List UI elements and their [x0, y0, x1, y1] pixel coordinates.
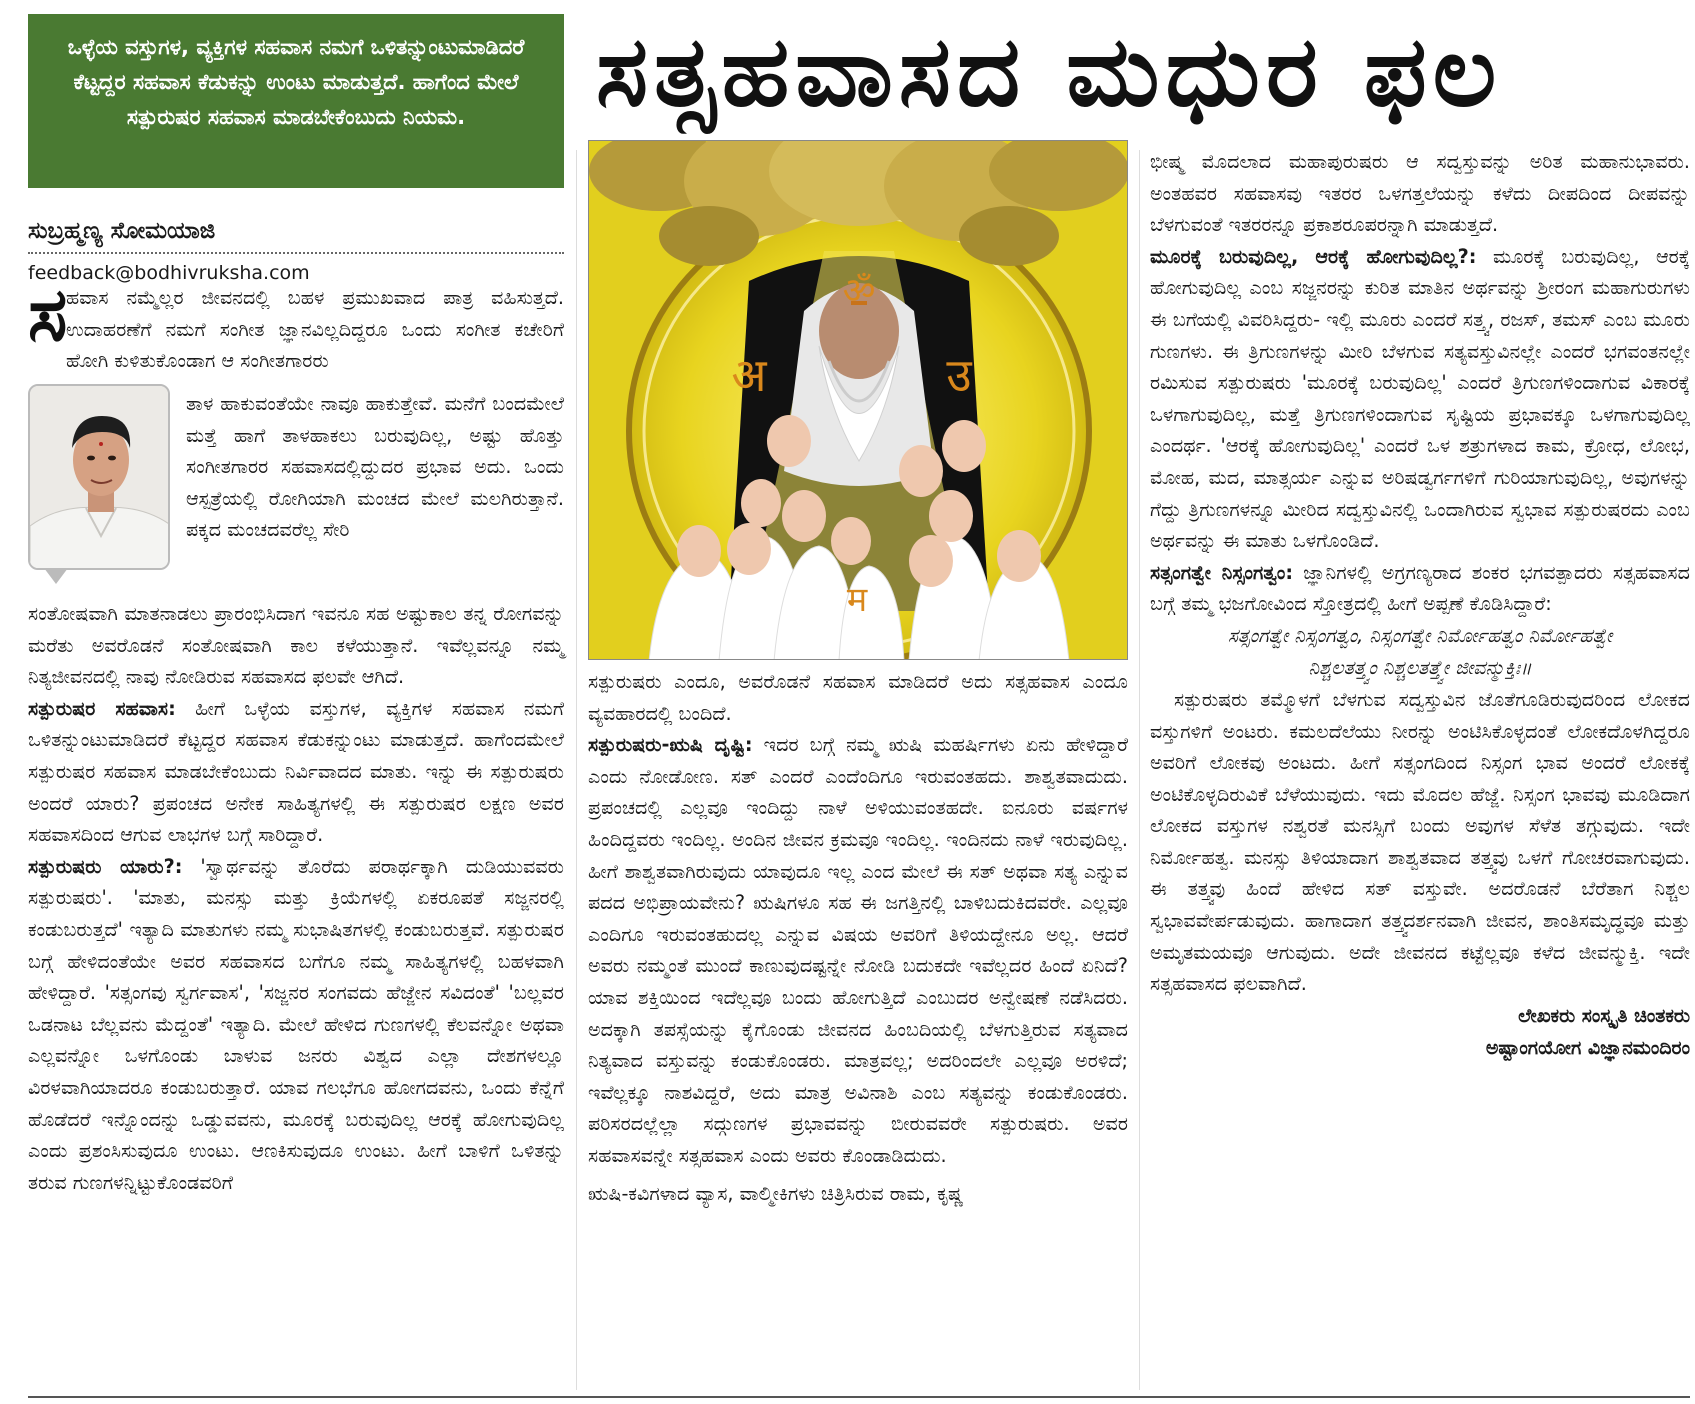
subheading: ಮೂರಕ್ಕೆ ಬರುವುದಿಲ್ಲ, ಆರಕ್ಕೆ ಹೋಗುವುದಿಲ್ಲ?:	[1150, 244, 1477, 268]
column-divider	[1139, 150, 1140, 1390]
photo-pointer	[44, 568, 68, 584]
paragraph: ಸತ್ಪುರುಷರು ತಮ್ಮೊಳಗೆ ಬೆಳಗುವ ಸದ್ವಸ್ತುವಿನ ಜೊತೆಗೂಡಿರುವುದರಿಂದ ಲೋಕದ ವಸ್ತುಗಳಿಗೆ ಅಂಟರು. ಕಮಲದೆಲೆಯು ನೀರನ್ನು ಅಂಟಿಸಿಕೊಳ್ಳದಂತೆ ಲೋಕದೊಳಗಿದ್ದರೂ ಅವರಿಗೆ ಲೋಕವು ಅಂಟದು. ಹೀಗೆ ಸತ್ಸಂಗದಿಂದ ನಿಸ್ಸಂಗ ಭಾವ ಅಂದರೆ ಲೋಕಕ್ಕೆ ಅಂಟಿಕೊಳ್ಳದಿರುವಿಕೆ ಬೆಳೆಯುವುದು. ಇದು ಮೊದಲ ಹೆಜ್ಜೆ. ನಿಸ್ಸಂಗ ಭಾವವು ಮೂಡಿದಾಗ ಲೋಕದ ವಸ್ತುಗಳ ನಶ್ವರತೆ ಮನಸ್ಸಿಗೆ ಬಂದು ಅವುಗಳ ಸೆಳೆತ ತಗ್ಗುವುದು. ಇದೇ ನಿರ್ಮೋಹತ್ವ. ಮನಸ್ಸು ತಿಳಿಯಾದಾಗ ಶಾಶ್ವತವಾದ ತತ್ತ್ವವು ಒಳಗೆ ಗೋಚರವಾಗುವುದು. ಈ ತತ್ತ್ವವು ಹಿಂದೆ ಹೇಳಿದ ಸತ್ ವಸ್ತುವೇ. ಅದರೊಡನೆ ಬೆರೆತಾಗ ನಿಶ್ಚಲ ಸ್ವಭಾವವೇರ್ಪಡುವುದು. ಹಾಗಾದಾಗ ತತ್ತ್ವದರ್ಶನವಾಗಿ ಜೀವನ, ಶಾಂತಿಸಮೃದ್ಧವೂ ಮತ್ತು ಅಮೃತಮಯವೂ ಆಗುವುದು. ಅದೇ ಜೀವನದ ಕಟ್ಟೆಲ್ಲವೂ ಕಳೆದ ಜೀವನ್ಮುಕ್ತಿ. ಇದೇ ಸತ್ಸಹವಾಸದ ಫಲವಾಗಿದೆ.	[1150, 687, 1690, 996]
left-column-body	[28, 598, 564, 1198]
verse-line: ಸತ್ಸಂಗತ್ವೇ ನಿಸ್ಸಂಗತ್ವಂ, ನಿಸ್ಸಂಗತ್ವೇ ನಿರ್ಮೋಹತ್ವಂ ನಿರ್ಮೋಹತ್ವೇ	[1227, 624, 1613, 647]
paragraph: ಸತ್ಪುರುಷರು ಯಾರು?: 'ಸ್ವಾರ್ಥವನ್ನು ತೊರೆದು ಪರಾರ್ಥಕ್ಕಾಗಿ ದುಡಿಯುವವರು ಸತ್ಪುರುಷರು'. 'ಮಾತು, ಮನಸ್ಸು ಮತ್ತು ಕ್ರಿಯೆಗಳಲ್ಲಿ ಏಕರೂಪತೆ ಸಜ್ಜನರಲ್ಲಿ ಕಂಡುಬರುತ್ತದೆ' ಇತ್ಯಾದಿ ಮಾತುಗಳು ನಮ್ಮ ಸುಭಾಷಿತಗಳಲ್ಲಿ ಕಂಡುಬರುತ್ತವೆ. ಸತ್ಪುರುಷರ ಬಗ್ಗೆ ಹೇಳಿದಂತೆಯೇ ಅವರ ಸಹವಾಸದ ಬಗೆಗೂ ನಮ್ಮ ಸಾಹಿತ್ಯಗಳಲ್ಲಿ ಬಹಳವಾಗಿ ಹೇಳಿದ್ದಾರೆ. 'ಸತ್ಸಂಗವು ಸ್ವರ್ಗವಾಸ', 'ಸಜ್ಜನರ ಸಂಗವದು ಹೆಜ್ಜೇನ ಸವಿದಂತೆ' 'ಬಲ್ಲವರ ಒಡನಾಟ ಬೆಲ್ಲವನು ಮೆದ್ದಂತೆ' ಇತ್ಯಾದಿ. ಮೇಲೆ ಹೇಳಿದ ಗುಣಗಳಲ್ಲಿ ಕೆಲವನ್ನೋ ಅಥವಾ ಎಲ್ಲವನ್ನೋ ಒಳಗೊಂಡು ಬಾಳುವ ಜನರು ವಿಶ್ವದ ಎಲ್ಲಾ ದೇಶಗಳಲ್ಲೂ ವಿರಳವಾಗಿಯಾದರೂ ಕಂಡುಬರುತ್ತಾರೆ. ಯಾವ ಗಲಭೆಗೂ ಹೋಗದವನು, ಒಂದು ಕೆನ್ನೆಗೆ ಹೊಡೆದರೆ ಇನ್ನೊಂದನ್ನು ಒಡ್ಡುವವನು, ಮೂರಕ್ಕೆ ಬರುವುದಿಲ್ಲ ಆರಕ್ಕೆ ಹೋಗುವುದಿಲ್ಲ ಎಂದು ಪ್ರಶಂಸಿಸುವುದೂ ಉಂಟು. ಆಣಕಿಸುವುದೂ ಉಂಟು. ಹೀಗೆ ಬಾಳಿಗೆ ಒಳಿತನ್ನು ತರುವ ಗುಣಗಳನ್ನಿಟ್ಟುಕೊಂಡವರಿಗೆ	[28, 854, 564, 1194]
paragraph: ಸತ್ಸಂಗತ್ವೇ ನಿಸ್ಸಂಗತ್ವಂ: ಜ್ಞಾನಿಗಳಲ್ಲಿ ಅಗ್ರಗಣ್ಯರಾದ ಶಂಕರ ಭಗವತ್ಪಾದರು ಸತ್ಸಹವಾಸದ ಬಗ್ಗೆ ತಮ್ಮ ಭಜಗೋವಿಂದ ಸ್ತೋತ್ರದಲ್ಲಿ ಹೀಗೆ ಅಪ್ಪಣೆ ಕೊಡಿಸಿದ್ದಾರೆ:	[1150, 560, 1690, 616]
credit-line: ಲೇಖಕರು ಸಂಸ್ಕೃತಿ ಚಿಂತಕರು	[1518, 1004, 1690, 1027]
verse-line: ನಿಶ್ಚಲತತ್ತ್ವಂ ನಿಶ್ಚಲತತ್ತ್ವೇ ಜೀವನ್ಮುಕ್ತಿಃ॥	[1308, 656, 1532, 679]
subheading: ಸತ್ಪುರುಷರು-ಋಷಿ ದೃಷ್ಟಿ:	[588, 733, 753, 757]
illustration	[588, 140, 1128, 660]
author-photo	[28, 384, 170, 570]
a-glyph: अ	[731, 348, 767, 402]
subheading: ಸತ್ಸಂಗತ್ವೇ ನಿಸ್ಸಂಗತ್ವಂ:	[1150, 560, 1294, 584]
paragraph: ಸತ್ಪುರುಷರು ಎಂದೂ, ಅವರೊಡನೆ ಸಹವಾಸ ಮಾಡಿದರೆ ಅದು ಸತ್ಸಹವಾಸ ಎಂದೂ ವ್ಯವಹಾರದಲ್ಲಿ ಬಂದಿದೆ.	[588, 670, 1128, 725]
headline: ಸತ್ಸಹವಾಸದ ಮಧುರ ಫಲ	[596, 14, 1503, 129]
right-column-body	[1150, 146, 1690, 1064]
u-glyph: उ	[946, 348, 972, 402]
ma-glyph: म	[846, 580, 868, 620]
intro-text: ಹವಾಸ ನಮ್ಮೆಲ್ಲರ ಜೀವನದಲ್ಲಿ ಬಹಳ ಪ್ರಮುಖವಾದ ಪಾತ್ರ ವಹಿಸುತ್ತದೆ. ಉದಾಹರಣೆಗೆ ನಮಗೆ ಸಂಗೀತ ಜ್ಞಾನವಿಲ್ಲದಿದ್ದರೂ ಒಂದು ಸಂಗೀತ ಕಚೇರಿಗೆ ಹೋಗಿ ಕುಳಿತುಕೊಂಡಾಗ ಆ ಸಂಗೀತಗಾರರು	[66, 286, 564, 373]
paragraph: ಸಂತೋಷವಾಗಿ ಮಾತನಾಡಲು ಪ್ರಾರಂಭಿಸಿದಾಗ ಇವನೂ ಸಹ ಅಷ್ಟುಕಾಲ ತನ್ನ ರೋಗವನ್ನು ಮರೆತು ಅವರೊಡನೆ ಸಂತೋಷವಾಗಿ ಕಾಲ ಕಳೆಯುತ್ತಾನೆ. ಇವೆಲ್ಲವನ್ನೂ ನಮ್ಮ ನಿತ್ಯಜೀವನದಲ್ಲಿ ನಾವು ನೋಡಿರುವ ಸಹವಾಸದ ಫಲವೇ ಆಗಿದೆ.	[28, 602, 564, 689]
page-bottom-rule	[28, 1396, 1690, 1398]
byline-divider	[28, 250, 564, 254]
author-name: ಸುಬ್ರಹ್ಮಣ್ಯ ಸೋಮಯಾಜಿ	[28, 218, 216, 244]
sage-illustration	[589, 141, 1128, 660]
pull-quote-box	[28, 14, 564, 188]
subheading: ಸತ್ಪುರುಷರ ಸಹವಾಸ:	[28, 696, 176, 720]
pull-quote-text: ಒಳ್ಳೆಯ ವಸ್ತುಗಳ, ವ್ಯಕ್ತಿಗಳ ಸಹವಾಸ ನಮಗೆ ಒಳಿತನ್ನುಂಟುಮಾಡಿದರೆ ಕೆಟ್ಟದ್ದರ ಸಹವಾಸ ಕೆಡುಕನ್ನು ಉಂಟು ಮಾಡುತ್ತದೆ. ಹಾಗೆಂದ ಮೇಲೆ ಸತ್ಪುರುಷರ ಸಹವಾಸ ಮಾಡಬೇಕೆಂಬುದು ನಿಯಮ.	[67, 35, 525, 129]
sanskrit-verse	[1150, 620, 1690, 684]
byline	[28, 214, 564, 288]
paragraph: ಋಷಿ-ಕವಿಗಳಾದ ವ್ಯಾಸ, ವಾಲ್ಮೀಕಿಗಳು ಚಿತ್ರಿಸಿರುವ ರಾಮ, ಕೃಷ್ಣ	[588, 1181, 964, 1205]
author-credit	[1150, 1000, 1690, 1064]
credit-line: ಅಷ್ಟಾಂಗಯೋಗ ವಿಜ್ಞಾನಮಂದಿರಂ	[1485, 1036, 1690, 1059]
om-glyph: ॐ	[842, 271, 876, 312]
column-divider	[576, 150, 577, 1390]
author-portrait-image	[30, 386, 170, 570]
paragraph: ಸತ್ಪುರುಷರು-ಋಷಿ ದೃಷ್ಟಿ: ಇದರ ಬಗ್ಗೆ ನಮ್ಮ ಋಷಿ ಮಹರ್ಷಿಗಳು ಏನು ಹೇಳಿದ್ದಾರೆ ಎಂದು ನೋಡೋಣ. ಸತ್ ಎಂದರೆ ಎಂದೆಂದಿಗೂ ಇರುವಂತಹದು. ಶಾಶ್ವತವಾದುದು. ಪ್ರಪಂಚದಲ್ಲಿ ಎಲ್ಲವೂ ಇಂದಿದ್ದು ನಾಳೆ ಅಳಿಯುವಂತಹದೇ. ಐನೂರು ವರ್ಷಗಳ ಹಿಂದಿದ್ದವರು ಇಂದಿಲ್ಲ. ಅಂದಿನ ಜೀವನ ಕ್ರಮವೂ ಇಂದಿಲ್ಲ. ಇಂದಿನದು ನಾಳೆ ಇರುವುದಿಲ್ಲ. ಹೀಗೆ ಶಾಶ್ವತವಾಗಿರುವುದು ಯಾವುದೂ ಇಲ್ಲ ಎಂದ ಮೇಲೆ ಈ ಸತ್ ಅಥವಾ ಸತ್ಯ ಎನ್ನುವ ಪದದ ಅಭಿಪ್ರಾಯವೇನು? ಋಷಿಗಳೂ ಸಹ ಈ ಜಗತ್ತಿನಲ್ಲಿ ಬಾಳಿಬದುಕಿದವರೇ. ಎಲ್ಲವೂ ಎಂದಿಗೂ ಇರುವಂತಹುದಲ್ಲ ಎನ್ನುವ ವಿಷಯ ಅವರಿಗೆ ತಿಳಿಯದ್ದೇನೂ ಅಲ್ಲ. ಆದರೆ ಅವರು ನಮ್ಮಂತೆ ಮುಂದೆ ಕಾಣುವುದಷ್ಟನ್ನೇ ನೋಡಿ ಬದುಕದೇ ಇವೆಲ್ಲದರ ಹಿಂದೆ ಏನಿದೆ? ಯಾವ ಶಕ್ತಿಯಿಂದ ಇದೆಲ್ಲವೂ ಬಂದು ಹೋಗುತ್ತಿದೆ ಎಂಬುದರ ಅನ್ವೇಷಣೆ ನಡೆಸಿದರು. ಅದಕ್ಕಾಗಿ ತಪಸ್ಸೆಯನ್ನು ಕೈಗೊಂಡು ಜೀವನದ ಹಿಂಬದಿಯಲ್ಲಿ ಬೆಳಗುತ್ತಿರುವ ಸತ್ಯವಾದ ನಿತ್ಯವಾದ ವಸ್ತುವನ್ನು ಕಂಡುಕೊಂಡರು. ಮಾತ್ರವಲ್ಲ; ಅದರಿಂದಲೇ ಎಲ್ಲವೂ ಅರಳಿದೆ; ಇವೆಲ್ಲಕ್ಕೂ ನಾಶವಿದ್ದರೆ, ಅದು ಮಾತ್ರ ಅವಿನಾಶಿ ಎಂಬ ಸತ್ಯವನ್ನು ಕಂಡುಕೊಂಡರು. ಪರಿಸರದಲ್ಲೆಲ್ಲಾ ಸದ್ಗುಣಗಳ ಪ್ರಭಾವವನ್ನು ಬೀರುವವರೇ ಸತ್ಪುರುಷರು. ಅವರ ಸಹವಾಸವನ್ನೇ ಸತ್ಸಹವಾಸ ಎಂದು ಅವರು ಕೊಂಡಾಡಿದುದು.	[588, 733, 1128, 1167]
drop-cap: ಸ	[28, 272, 68, 358]
paragraph: ಭೀಷ್ಮ ಮೊದಲಾದ ಮಹಾಪುರುಷರು ಆ ಸದ್ವಸ್ತುವನ್ನು ಅರಿತ ಮಹಾನುಭಾವರು. ಅಂತಹವರ ಸಹವಾಸವು ಇತರರ ಒಳಗತ್ತಲೆಯನ್ನು ಕಳೆದು ದೀಪದಿಂದ ದೀಪವನ್ನು ಬೆಳಗುವಂತೆ ಇತರರನ್ನೂ ಪ್ರಕಾಶರೂಪರನ್ನಾಗಿ ಮಾಡುತ್ತದೆ.	[1150, 150, 1690, 237]
middle-column-body	[588, 666, 1128, 1209]
subheading: ಸತ್ಪುರುಷರು ಯಾರು?:	[28, 854, 183, 878]
paragraph: ಸತ್ಪುರುಷರ ಸಹವಾಸ: ಹೀಗೆ ಒಳ್ಳೆಯ ವಸ್ತುಗಳ, ವ್ಯಕ್ತಿಗಳ ಸಹವಾಸ ನಮಗೆ ಒಳಿತನ್ನುಂಟುಮಾಡಿದರೆ ಕೆಟ್ಟದ್ದರ ಸಹವಾಸ ಕೆಡುಕನ್ನುಂಟು ಮಾಡುತ್ತದೆ. ಹಾಗೆಂದಮೇಲೆ ಸತ್ಪುರುಷರ ಸಹವಾಸ ಮಾಡಬೇಕೆಂಬುದು ನಿರ್ವಿವಾದದ ಮಾತು. ಇನ್ನು ಈ ಸತ್ಪುರುಷರು ಅಂದರೆ ಯಾರು? ಪ್ರಪಂಚದ ಅನೇಕ ಸಾಹಿತ್ಯಗಳಲ್ಲಿ ಈ ಸತ್ಪುರುಷರ ಲಕ್ಷಣ ಅವರ ಸಹವಾಸದಿಂದ ಆಗುವ ಲಾಭಗಳ ಬಗ್ಗೆ ಸಾರಿದ್ದಾರೆ.	[28, 696, 564, 847]
intro-side-text: ತಾಳ ಹಾಕುವಂತೆಯೇ ನಾವೂ ಹಾಕುತ್ತೇವೆ. ಮನೆಗೆ ಬಂದಮೇಲೆ ಮತ್ತೆ ಹಾಗೆ ತಾಳಹಾಕಲು ಬರುವುದಿಲ್ಲ, ಅಷ್ಟು ಹೊತ್ತು ಸಂಗೀತಗಾರರ ಸಹವಾಸದಲ್ಲಿದ್ದುದರ ಪ್ರಭಾವ ಅದು. ಒಂದು ಆಸ್ಪತ್ರೆಯಲ್ಲಿ ರೋಗಿಯಾಗಿ ಮಂಚದ ಮೇಲೆ ಮಲಗಿರುತ್ತಾನೆ. ಪಕ್ಕದ ಮಂಚದವರೆಲ್ಲ ಸೇರಿ	[186, 392, 564, 542]
paragraph: ಮೂರಕ್ಕೆ ಬರುವುದಿಲ್ಲ, ಆರಕ್ಕೆ ಹೋಗುವುದಿಲ್ಲ?: ಮೂರಕ್ಕೆ ಬರುವುದಿಲ್ಲ, ಆರಕ್ಕೆ ಹೋಗುವುದಿಲ್ಲ ಎಂಬ ಸಜ್ಜನರನ್ನು ಕುರಿತ ಮಾತಿನ ಅರ್ಥವನ್ನು ಶ್ರೀರಂಗ ಮಹಾಗುರುಗಳು ಈ ಬಗೆಯಲ್ಲಿ ವಿವರಿಸಿದ್ದರು- ಇಲ್ಲಿ ಮೂರು ಎಂದರೆ ಸತ್ತ್ವ, ರಜಸ್, ತಮಸ್ ಎಂಬ ಮೂರು ಗುಣಗಳು. ಈ ತ್ರಿಗುಣಗಳನ್ನು ಮೀರಿ ಬೆಳಗುವ ಸತ್ಯವಸ್ತುವಿನಲ್ಲೇ ಎಂದರೆ ಭಗವಂತನಲ್ಲೇ ರಮಿಸುವ ಸತ್ಪುರುಷರು 'ಮೂರಕ್ಕೆ ಬರುವುದಿಲ್ಲ' ಎಂದರೆ ತ್ರಿಗುಣಗಳಿಂದಾಗುವ ವಿಕಾರಕ್ಕೆ ಒಳಗಾಗುವುದಿಲ್ಲ, ಮತ್ತೆ ತ್ರಿಗುಣಗಳಿಂದಾಗುವ ಸೃಷ್ಟಿಯ ಪ್ರಭಾವಕ್ಕೂ ಒಳಗಾಗುವುದಿಲ್ಲ ಎಂದರ್ಥ. 'ಆರಕ್ಕೆ ಹೋಗುವುದಿಲ್ಲ' ಎಂದರೆ ಒಳ ಶತ್ರುಗಳಾದ ಕಾಮ, ಕ್ರೋಧ, ಲೋಭ, ಮೋಹ, ಮದ, ಮಾತ್ಸರ್ಯ ಎನ್ನುವ ಅರಿಷಡ್ವರ್ಗಗಳಿಗೆ ಗುರಿಯಾಗುವುದಿಲ್ಲ, ಅವುಗಳನ್ನು ಗೆದ್ದು ತ್ರಿಗುಣಗಳನ್ನೂ ಮೀರಿದ ಸದ್ವಸ್ತುವಿನಲ್ಲಿ ಒಂದಾಗಿರುವ ಸ್ವಭಾವ ಸತ್ಪುರುಷರದು ಎಂಬ ಅರ್ಥವನ್ನು ಈ ಮಾತು ಒಳಗೊಂಡಿದೆ.	[1150, 244, 1691, 553]
author-email[interactable]: feedback@bodhivruksha.com	[28, 262, 310, 284]
